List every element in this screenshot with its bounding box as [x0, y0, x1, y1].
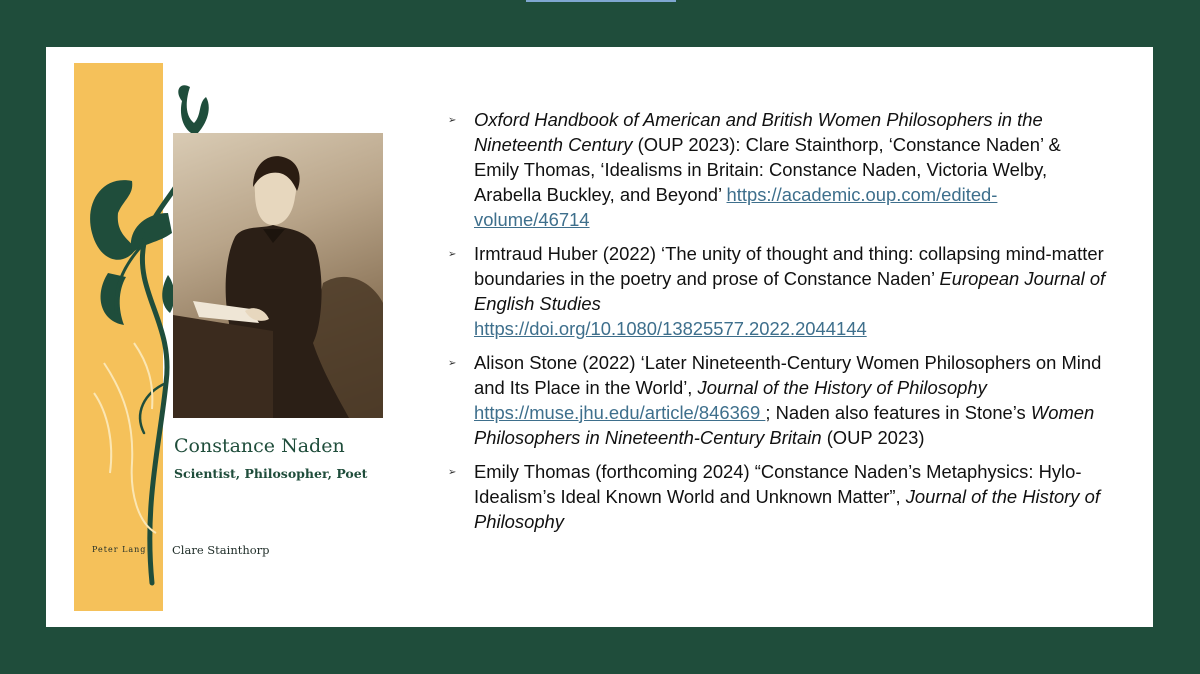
reference-text: Alison Stone (2022) ‘Later Nineteenth-Century Women Philosophers on Mind and Its Place in the World’, [474, 352, 1102, 398]
arrowhead-bullet-icon: ➢ [448, 115, 457, 126]
reference-journal: Journal of the History of Philosophy [474, 486, 1100, 532]
reference-text: (OUP 2023) [821, 427, 925, 448]
cover-author: Clare Stainthorp [172, 543, 270, 557]
reference-item [448, 107, 1108, 232]
reference-text: Irmtraud Huber (2022) ‘The unity of thought and thing: collapsing mind-matter boundaries in the poetry and prose of Constance Naden’ [474, 243, 1104, 289]
reference-text: (OUP 2023): Clare Stainthorp, ‘Constance Naden’ & Emily Thomas, ‘Idealisms in Britain: Constance Naden, Victoria Welby, Arabella Buckley, and Beyond’ [474, 134, 1061, 205]
book-cover [74, 63, 368, 611]
top-accent-bar [526, 0, 676, 2]
portrait-photo [173, 133, 383, 418]
reference-book-title: Women Philosophers in Nineteenth-Century Britain [474, 402, 1095, 448]
arrowhead-bullet-icon: ➢ [448, 467, 457, 478]
cover-title: Constance Naden [174, 435, 345, 457]
reference-link[interactable]: https://muse.jhu.edu/article/846369 [474, 402, 766, 423]
reference-title: Oxford Handbook of American and British Women Philosophers in the Nineteenth Century [474, 109, 1043, 155]
reference-text: ; Naden also features in Stone’s [765, 402, 1031, 423]
reference-list [448, 107, 1108, 543]
publisher-logo: Peter Lang [92, 545, 147, 554]
reference-link[interactable]: https://academic.oup.com/edited-volume/46714 [474, 184, 998, 230]
cover-subtitle: Scientist, Philosopher, Poet [174, 466, 368, 481]
reference-item [448, 350, 1108, 450]
reference-journal: Journal of the History of Philosophy [697, 377, 987, 398]
reference-text: Emily Thomas (forthcoming 2024) “Constance Naden’s Metaphysics: Hylo-Idealism’s Ideal Known World and Unknown Matter”, [474, 461, 1082, 507]
reference-journal: European Journal of English Studies [474, 268, 1106, 314]
reference-item [448, 241, 1108, 341]
slide [46, 47, 1153, 627]
reference-item [448, 459, 1108, 534]
arrowhead-bullet-icon: ➢ [448, 249, 457, 260]
reference-link[interactable]: https://doi.org/10.1080/13825577.2022.2044144 [474, 318, 867, 339]
arrowhead-bullet-icon: ➢ [448, 358, 457, 369]
